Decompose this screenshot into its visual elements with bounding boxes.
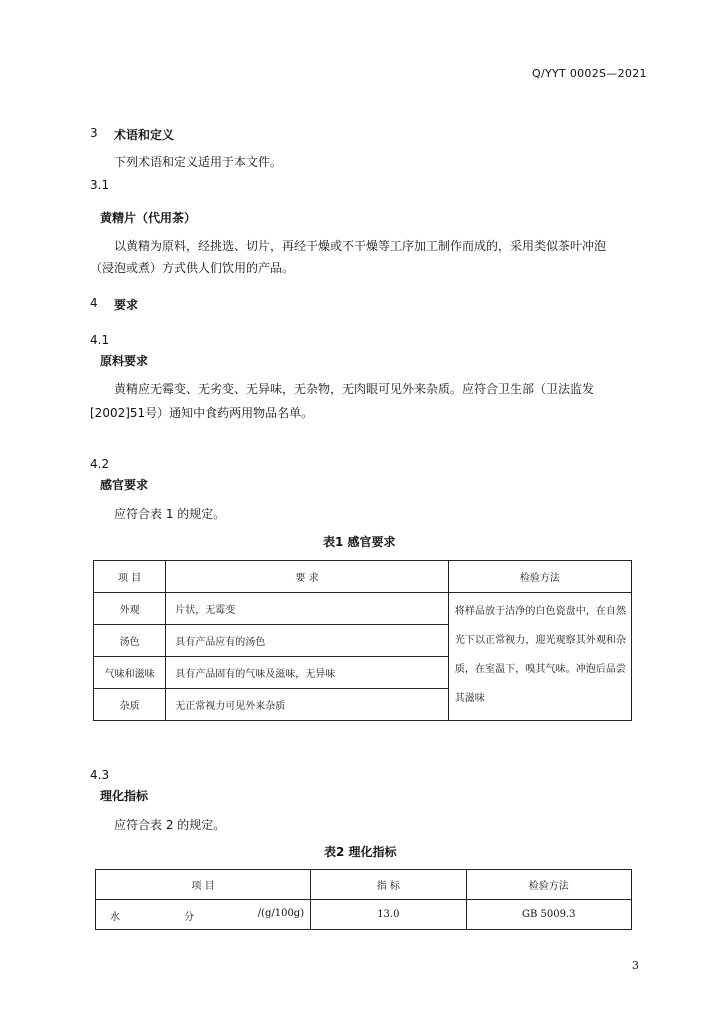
item-unit: /(g/100g) [257, 908, 305, 919]
table-row [96, 900, 632, 930]
table-cell: 具有产品固有的气味及滋味，无异味 [166, 657, 449, 689]
table-cell: 具有产品应有的汤色 [166, 625, 449, 657]
table-header-cell: 要 求 [166, 561, 449, 593]
table-header-row [96, 870, 632, 900]
table-2-caption: 表2 理化指标 [324, 845, 397, 859]
section-4-2-number: 4.2 [90, 457, 110, 471]
term-3-1-title: 黄精片（代用茶） [100, 211, 197, 225]
table-cell-value: 13.0 [311, 900, 466, 930]
standard-number: Q/YYT 0002S—2021 [532, 67, 647, 80]
section-4-2-text: 应符合表 1 的规定。 [114, 507, 226, 521]
section-3-title: 术语和定义 [114, 128, 175, 142]
term-definition-line-2: （浸泡或煮）方式供人们饮用的产品。 [90, 261, 295, 275]
table-cell-item [96, 900, 311, 930]
table-header-cell: 检验方法 [448, 561, 631, 593]
table-cell: 杂质 [94, 689, 166, 721]
table-cell: 片状，无霉变 [166, 593, 449, 625]
table-header-cell: 项 目 [94, 561, 166, 593]
table-1-caption: 表1 感官要求 [323, 535, 396, 549]
table-header-row [94, 561, 632, 593]
section-4-3-text: 应符合表 2 的规定。 [114, 818, 226, 832]
term-3-1-number: 3.1 [90, 178, 110, 192]
section-4-number: 4 [90, 296, 98, 310]
item-name-part-1: 水 [110, 912, 120, 923]
section-3-intro: 下列术语和定义适用于本文件。 [114, 155, 283, 169]
table-cell: 汤色 [94, 625, 166, 657]
table-method-cell: 将样品放于洁净的白色瓷盘中，在自然光下以正常视力，迎光观察其外观和杂质，在室温下，嗅其气味。冲泡后品尝其滋味 [448, 593, 631, 721]
table-header-cell: 指 标 [311, 870, 466, 900]
table-cell: 外观 [94, 593, 166, 625]
item-name-part-2: 分 [184, 912, 194, 923]
term-definition-line-1: 以黄精为原料，经挑选、切片，再经干燥或不干燥等工序加工制作而成的，采用类似茶叶冲泡 [114, 239, 607, 253]
section-3-number: 3 [90, 126, 98, 140]
table-header-cell: 项 目 [96, 870, 311, 900]
section-4-1-line-2: [2002]51号）通知中食药两用物品名单。 [90, 406, 314, 420]
table-cell: 气味和滋味 [94, 657, 166, 689]
table-cell-method: GB 5009.3 [466, 900, 631, 930]
table-row [94, 593, 632, 625]
table-2-physicochemical [95, 869, 632, 930]
section-4-3-title: 理化指标 [100, 789, 149, 803]
section-4-1-title: 原料要求 [100, 354, 149, 368]
section-4-3-number: 4.3 [90, 768, 110, 782]
page-number: 3 [632, 959, 639, 972]
table-cell: 无正常视力可见外来杂质 [166, 689, 449, 721]
section-4-2-title: 感官要求 [100, 478, 149, 492]
section-4-1-line-1: 黄精应无霉变、无劣变、无异味，无杂物，无肉眼可见外来杂质。应符合卫生部（卫法监发 [114, 382, 595, 396]
section-4-title: 要求 [114, 298, 139, 312]
table-1-sensory [93, 560, 632, 721]
section-4-1-number: 4.1 [90, 333, 110, 347]
table-header-cell: 检验方法 [466, 870, 631, 900]
